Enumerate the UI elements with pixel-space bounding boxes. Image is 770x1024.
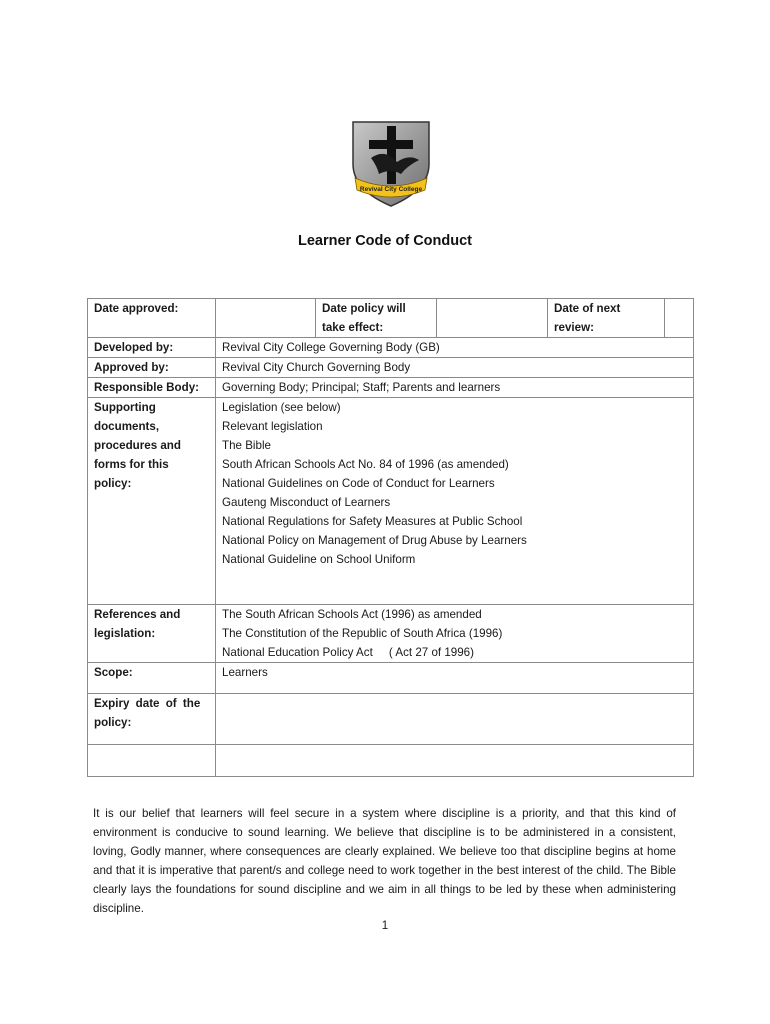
- list-item: National Guideline on School Uniform: [222, 553, 416, 566]
- supporting-documents-row: [88, 398, 694, 605]
- approved-by-value: Revival City Church Governing Body: [216, 358, 694, 378]
- list-item: National Policy on Management of Drug Abuse by Learners: [222, 534, 527, 547]
- references-row: [88, 605, 694, 663]
- date-approved-label: Date approved:: [88, 299, 216, 338]
- supporting-documents-label: Supporting documents, procedures and forms for this policy:: [88, 398, 216, 605]
- intro-paragraph: It is our belief that learners will feel secure in a system where discipline is a priority, and that this kind of environment is conducive to sound learning. We believe that discipline is to be administered in a consistent, loving, Godly manner, where consequences are clearly explained. We believe too that discipline begins at home and that it is imperative that parent/s and college need to work together in the best interest of the child. The Bible clearly lays the foundations for sound discipline and we aim in all things to be led by these when administering discipline.: [93, 807, 676, 915]
- scope-value: Learners: [216, 663, 694, 694]
- references-list: [216, 605, 694, 663]
- supporting-documents-list: [216, 398, 694, 605]
- next-review-value[interactable]: [665, 299, 694, 338]
- page-number: 1: [381, 919, 389, 932]
- references-label: References and legislation:: [88, 605, 216, 663]
- list-item: The Constitution of the Republic of South Africa (1996): [222, 627, 503, 640]
- list-item: National Regulations for Safety Measures at Public School: [222, 515, 523, 528]
- approved-by-row: [88, 358, 694, 378]
- policy-info-table: [87, 298, 694, 777]
- list-item: The Bible: [222, 439, 271, 452]
- list-item: Legislation (see below): [222, 401, 341, 414]
- blank-row: [88, 745, 694, 777]
- developed-by-label: Developed by:: [88, 338, 216, 358]
- list-item: National Education Policy Act ( Act 27 of 1996): [222, 646, 474, 659]
- date-effect-label: Date policy will take effect:: [316, 299, 437, 338]
- next-review-label: Date of next review:: [548, 299, 665, 338]
- list-item: The South African Schools Act (1996) as amended: [222, 608, 482, 621]
- developed-by-value: Revival City College Governing Body (GB): [216, 338, 694, 358]
- list-item: Relevant legislation: [222, 420, 323, 433]
- dates-row: [88, 299, 694, 338]
- expiry-label: Expiry date of the policy:: [88, 694, 216, 745]
- document-title: Learner Code of Conduct: [297, 233, 472, 249]
- scope-row: [88, 663, 694, 694]
- blank-cell-left: [88, 745, 216, 777]
- college-crest-logo: [347, 118, 435, 208]
- blank-cell-right: [216, 745, 694, 777]
- expiry-row: [88, 694, 694, 745]
- approved-by-label: Approved by:: [88, 358, 216, 378]
- college-crest-icon: [347, 118, 435, 208]
- scope-label: Scope:: [88, 663, 216, 694]
- responsible-body-row: [88, 378, 694, 398]
- date-effect-value[interactable]: [437, 299, 548, 338]
- responsible-body-value: Governing Body; Principal; Staff; Parents and learners: [216, 378, 694, 398]
- list-item: National Guidelines on Code of Conduct for Learners: [222, 477, 495, 490]
- expiry-value[interactable]: [216, 694, 694, 745]
- list-item: South African Schools Act No. 84 of 1996 (as amended): [222, 458, 509, 471]
- responsible-body-label: Responsible Body:: [88, 378, 216, 398]
- list-item: Gauteng Misconduct of Learners: [222, 496, 391, 509]
- developed-by-row: [88, 338, 694, 358]
- date-approved-value[interactable]: [216, 299, 316, 338]
- crest-motto: Revival City College: [359, 186, 423, 193]
